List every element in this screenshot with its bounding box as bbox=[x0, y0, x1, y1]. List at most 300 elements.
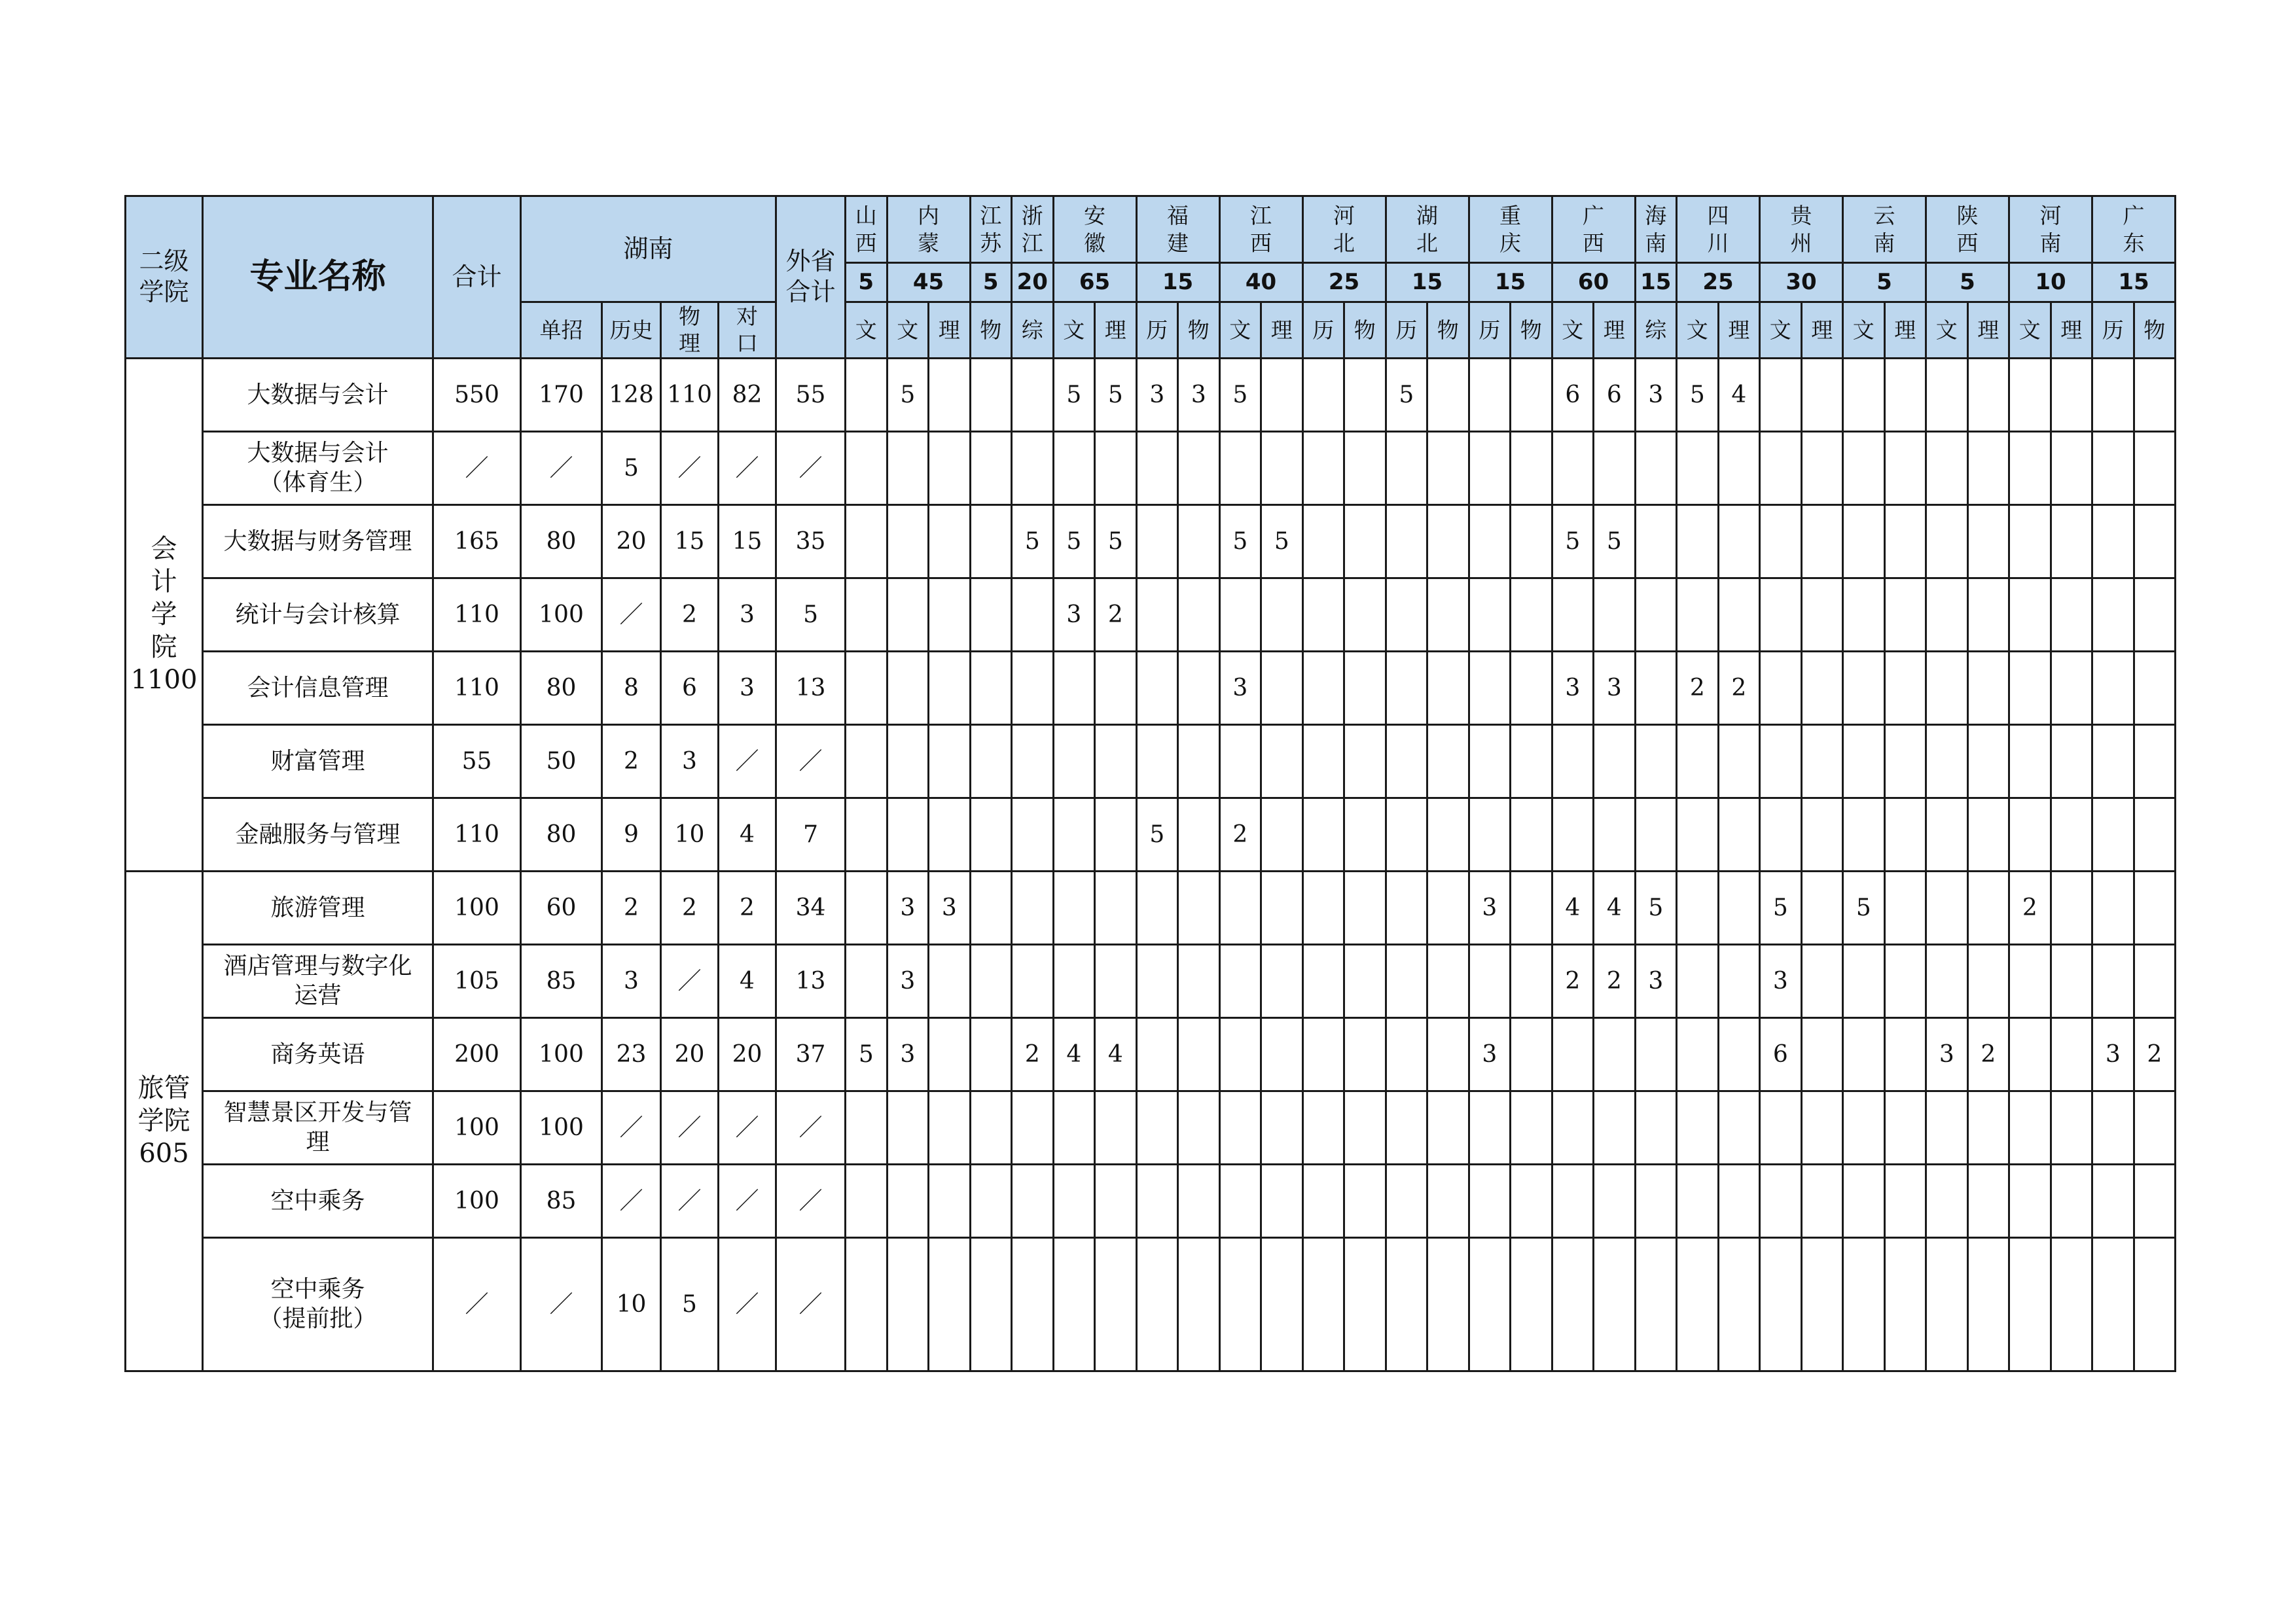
province-cell bbox=[1760, 358, 1802, 431]
province-cell bbox=[1801, 724, 1843, 798]
province-cell bbox=[846, 724, 888, 798]
province-cell bbox=[1801, 651, 1843, 724]
province-cell bbox=[2092, 431, 2134, 504]
major-total: ／ bbox=[433, 431, 521, 504]
province-cell bbox=[1594, 1237, 1636, 1371]
province-cell bbox=[1511, 504, 1552, 578]
province-cell bbox=[2092, 944, 2134, 1017]
province-cell bbox=[2134, 578, 2176, 651]
province-total: 45 bbox=[887, 263, 970, 302]
province-name: 陕 西 bbox=[1926, 196, 2009, 263]
major-total: ／ bbox=[433, 1237, 521, 1371]
province-cell bbox=[1095, 1164, 1137, 1237]
province-cell bbox=[1760, 431, 1802, 504]
province-cell bbox=[887, 1237, 929, 1371]
province-total: 15 bbox=[1469, 263, 1552, 302]
province-cell bbox=[1967, 724, 2009, 798]
province-cell bbox=[2134, 1237, 2176, 1371]
province-cell bbox=[1511, 1017, 1552, 1091]
province-cell bbox=[1718, 504, 1760, 578]
hunan-count: 8 bbox=[602, 651, 661, 724]
province-subject: 历 bbox=[1302, 302, 1344, 359]
province-cell bbox=[1677, 1237, 1719, 1371]
province-cell: 3 bbox=[1760, 944, 1802, 1017]
province-cell bbox=[1511, 651, 1552, 724]
province-cell bbox=[1469, 578, 1511, 651]
province-subject: 理 bbox=[1261, 302, 1303, 359]
province-cell bbox=[1843, 798, 1885, 871]
hunan-count: 128 bbox=[602, 358, 661, 431]
province-cell bbox=[1427, 1091, 1469, 1164]
province-cell bbox=[2009, 431, 2051, 504]
province-cell: 3 bbox=[887, 871, 929, 944]
province-cell bbox=[1053, 871, 1095, 944]
province-cell bbox=[1469, 431, 1511, 504]
province-cell bbox=[2009, 578, 2051, 651]
major-total: 100 bbox=[433, 871, 521, 944]
province-cell bbox=[1594, 798, 1636, 871]
province-cell: 2 bbox=[1012, 1017, 1054, 1091]
province-cell: 4 bbox=[1552, 871, 1594, 944]
province-cell bbox=[1136, 1164, 1178, 1237]
province-cell: 3 bbox=[1635, 944, 1677, 1017]
province-subject: 文 bbox=[887, 302, 929, 359]
hunan-count: 15 bbox=[719, 504, 776, 578]
province-cell bbox=[2134, 944, 2176, 1017]
province-cell bbox=[1884, 651, 1926, 724]
province-subject: 历 bbox=[1469, 302, 1511, 359]
province-cell: 5 bbox=[1219, 504, 1261, 578]
province-cell bbox=[929, 724, 971, 798]
province-cell bbox=[1095, 431, 1137, 504]
province-cell bbox=[2051, 578, 2092, 651]
province-cell bbox=[929, 578, 971, 651]
province-cell bbox=[1884, 1237, 1926, 1371]
province-cell bbox=[1801, 504, 1843, 578]
province-cell bbox=[1511, 798, 1552, 871]
province-cell: 3 bbox=[1635, 358, 1677, 431]
province-cell bbox=[1884, 358, 1926, 431]
province-cell: 3 bbox=[1136, 358, 1178, 431]
header-hunan: 湖南 bbox=[521, 196, 776, 302]
province-cell bbox=[970, 1237, 1012, 1371]
province-cell bbox=[1386, 871, 1427, 944]
province-cell bbox=[1677, 1091, 1719, 1164]
province-total: 10 bbox=[2009, 263, 2092, 302]
province-cell bbox=[2009, 1017, 2051, 1091]
province-total: 65 bbox=[1053, 263, 1136, 302]
outside-total: 37 bbox=[776, 1017, 846, 1091]
province-subject: 物 bbox=[1178, 302, 1220, 359]
province-cell bbox=[1469, 724, 1511, 798]
hunan-count: ／ bbox=[719, 1164, 776, 1237]
major-name: 大数据与财务管理 bbox=[203, 504, 433, 578]
province-cell bbox=[1552, 1164, 1594, 1237]
province-cell bbox=[1178, 431, 1220, 504]
province-cell: 2 bbox=[2134, 1017, 2176, 1091]
province-cell bbox=[2092, 1164, 2134, 1237]
province-cell bbox=[1386, 1164, 1427, 1237]
major-name: 大数据与会计 （体育生） bbox=[203, 431, 433, 504]
major-name: 智慧景区开发与管 理 bbox=[203, 1091, 433, 1164]
outside-total: 55 bbox=[776, 358, 846, 431]
province-cell: 3 bbox=[1469, 1017, 1511, 1091]
province-name: 河 南 bbox=[2009, 196, 2092, 263]
table-row bbox=[126, 431, 2176, 504]
province-cell bbox=[1219, 724, 1261, 798]
province-subject: 理 bbox=[2051, 302, 2092, 359]
province-cell bbox=[1967, 1091, 2009, 1164]
province-name: 云 南 bbox=[1843, 196, 1926, 263]
hunan-count: ／ bbox=[602, 578, 661, 651]
province-cell bbox=[1801, 944, 1843, 1017]
province-cell bbox=[1136, 1237, 1178, 1371]
major-name: 大数据与会计 bbox=[203, 358, 433, 431]
province-subject: 理 bbox=[1801, 302, 1843, 359]
province-cell bbox=[1926, 871, 1968, 944]
province-cell bbox=[1012, 1091, 1054, 1164]
province-cell: 2 bbox=[1219, 798, 1261, 871]
province-cell bbox=[1843, 431, 1885, 504]
province-cell bbox=[1884, 798, 1926, 871]
province-cell: 2 bbox=[1552, 944, 1594, 1017]
province-cell bbox=[1344, 651, 1386, 724]
province-total: 5 bbox=[846, 263, 888, 302]
province-cell bbox=[1967, 358, 2009, 431]
province-cell: 4 bbox=[1718, 358, 1760, 431]
province-cell bbox=[1344, 1091, 1386, 1164]
table-row bbox=[126, 724, 2176, 798]
hunan-count: 4 bbox=[719, 944, 776, 1017]
province-cell bbox=[1261, 1091, 1303, 1164]
province-cell bbox=[970, 504, 1012, 578]
province-cell bbox=[1469, 944, 1511, 1017]
province-cell bbox=[846, 944, 888, 1017]
province-cell bbox=[1677, 1164, 1719, 1237]
province-cell bbox=[1801, 798, 1843, 871]
province-cell bbox=[1843, 944, 1885, 1017]
province-cell bbox=[1469, 1164, 1511, 1237]
province-cell bbox=[1843, 724, 1885, 798]
province-name: 安 徽 bbox=[1053, 196, 1136, 263]
province-cell bbox=[1302, 724, 1344, 798]
province-cell bbox=[1884, 871, 1926, 944]
province-cell: 5 bbox=[1261, 504, 1303, 578]
province-cell bbox=[2134, 651, 2176, 724]
outside-total: ／ bbox=[776, 1164, 846, 1237]
province-cell bbox=[1677, 578, 1719, 651]
province-cell bbox=[1261, 431, 1303, 504]
province-cell bbox=[1302, 651, 1344, 724]
province-cell bbox=[1594, 1164, 1636, 1237]
province-cell bbox=[1967, 871, 2009, 944]
major-total: 550 bbox=[433, 358, 521, 431]
province-cell bbox=[1178, 944, 1220, 1017]
province-name: 重 庆 bbox=[1469, 196, 1552, 263]
province-cell bbox=[1511, 358, 1552, 431]
province-cell: 5 bbox=[1635, 871, 1677, 944]
province-cell bbox=[2051, 798, 2092, 871]
hunan-count: 80 bbox=[521, 651, 602, 724]
province-cell: 2 bbox=[1677, 651, 1719, 724]
province-cell bbox=[1884, 944, 1926, 1017]
hunan-count: ／ bbox=[661, 944, 719, 1017]
province-cell bbox=[929, 1017, 971, 1091]
province-cell bbox=[1302, 358, 1344, 431]
province-cell bbox=[1427, 1164, 1469, 1237]
province-cell bbox=[1801, 1164, 1843, 1237]
province-cell bbox=[1760, 724, 1802, 798]
province-cell bbox=[1843, 1164, 1885, 1237]
province-cell bbox=[1136, 431, 1178, 504]
province-cell: 5 bbox=[1053, 504, 1095, 578]
province-cell bbox=[1386, 1237, 1427, 1371]
hunan-count: 2 bbox=[602, 724, 661, 798]
header-total: 合计 bbox=[433, 196, 521, 359]
province-cell bbox=[2051, 1164, 2092, 1237]
province-cell bbox=[1967, 431, 2009, 504]
province-subject: 历 bbox=[1136, 302, 1178, 359]
province-cell bbox=[1302, 1237, 1344, 1371]
province-cell bbox=[846, 1164, 888, 1237]
header-college: 二级 学院 bbox=[126, 196, 203, 359]
province-cell bbox=[1884, 578, 1926, 651]
province-cell bbox=[846, 1091, 888, 1164]
table-row bbox=[126, 944, 2176, 1017]
province-cell bbox=[1095, 871, 1137, 944]
province-cell bbox=[2051, 431, 2092, 504]
province-cell bbox=[1136, 504, 1178, 578]
province-cell bbox=[1926, 1164, 1968, 1237]
province-cell bbox=[1718, 798, 1760, 871]
outside-total: 35 bbox=[776, 504, 846, 578]
province-cell: 4 bbox=[1594, 871, 1636, 944]
enrollment-plan-table bbox=[124, 195, 2176, 1372]
province-cell bbox=[1178, 871, 1220, 944]
province-cell bbox=[1386, 431, 1427, 504]
province-cell bbox=[1677, 504, 1719, 578]
province-cell bbox=[887, 724, 929, 798]
province-cell bbox=[1344, 431, 1386, 504]
province-cell bbox=[1801, 1017, 1843, 1091]
hunan-count: 100 bbox=[521, 578, 602, 651]
province-cell bbox=[1136, 578, 1178, 651]
province-cell bbox=[1884, 431, 1926, 504]
province-cell bbox=[1718, 578, 1760, 651]
outside-total: 13 bbox=[776, 944, 846, 1017]
hunan-count: 10 bbox=[661, 798, 719, 871]
hunan-count: ／ bbox=[719, 1091, 776, 1164]
province-cell bbox=[1427, 578, 1469, 651]
province-cell bbox=[1095, 944, 1137, 1017]
province-cell bbox=[1261, 1017, 1303, 1091]
province-cell bbox=[1427, 431, 1469, 504]
province-name: 浙 江 bbox=[1012, 196, 1054, 263]
major-name: 财富管理 bbox=[203, 724, 433, 798]
province-cell bbox=[1594, 1017, 1636, 1091]
province-name: 湖 北 bbox=[1386, 196, 1469, 263]
major-total: 105 bbox=[433, 944, 521, 1017]
province-cell bbox=[1511, 578, 1552, 651]
province-cell bbox=[1053, 944, 1095, 1017]
province-cell bbox=[1178, 1237, 1220, 1371]
hunan-count: ／ bbox=[661, 1091, 719, 1164]
province-cell bbox=[1635, 798, 1677, 871]
province-cell bbox=[1635, 651, 1677, 724]
hunan-count: 100 bbox=[521, 1017, 602, 1091]
province-cell bbox=[1427, 724, 1469, 798]
hunan-count: 5 bbox=[602, 431, 661, 504]
province-cell bbox=[970, 358, 1012, 431]
province-cell bbox=[1884, 724, 1926, 798]
province-name: 河 北 bbox=[1302, 196, 1386, 263]
province-cell bbox=[1427, 1237, 1469, 1371]
province-cell bbox=[1053, 651, 1095, 724]
province-cell bbox=[1012, 1237, 1054, 1371]
province-total: 20 bbox=[1012, 263, 1054, 302]
province-cell bbox=[1261, 651, 1303, 724]
province-cell bbox=[1926, 1091, 1968, 1164]
province-subject: 历 bbox=[1386, 302, 1427, 359]
province-cell bbox=[2009, 798, 2051, 871]
province-subject: 文 bbox=[1677, 302, 1719, 359]
province-subject: 理 bbox=[1967, 302, 2009, 359]
province-cell bbox=[929, 504, 971, 578]
province-cell bbox=[1053, 1091, 1095, 1164]
province-cell bbox=[2134, 431, 2176, 504]
province-cell bbox=[1012, 578, 1054, 651]
province-cell bbox=[1677, 724, 1719, 798]
table-row bbox=[126, 1091, 2176, 1164]
province-cell bbox=[1012, 871, 1054, 944]
hunan-count: 2 bbox=[602, 871, 661, 944]
hunan-count: 3 bbox=[602, 944, 661, 1017]
province-cell bbox=[1219, 871, 1261, 944]
province-cell bbox=[1511, 944, 1552, 1017]
province-cell bbox=[1136, 1091, 1178, 1164]
hunan-count: 3 bbox=[719, 651, 776, 724]
outside-total: ／ bbox=[776, 1237, 846, 1371]
table-row bbox=[126, 798, 2176, 871]
province-subject: 文 bbox=[846, 302, 888, 359]
province-cell bbox=[1344, 504, 1386, 578]
province-cell bbox=[1843, 1091, 1885, 1164]
major-total: 165 bbox=[433, 504, 521, 578]
province-subject: 文 bbox=[1053, 302, 1095, 359]
province-cell: 3 bbox=[1178, 358, 1220, 431]
province-cell bbox=[1801, 358, 1843, 431]
province-cell bbox=[929, 944, 971, 1017]
province-cell bbox=[1801, 578, 1843, 651]
table-row bbox=[126, 1017, 2176, 1091]
province-cell bbox=[1511, 1164, 1552, 1237]
province-subject: 理 bbox=[929, 302, 971, 359]
province-cell bbox=[1635, 724, 1677, 798]
province-cell bbox=[1219, 944, 1261, 1017]
province-subject: 综 bbox=[1635, 302, 1677, 359]
province-cell bbox=[1344, 1164, 1386, 1237]
province-cell bbox=[2051, 504, 2092, 578]
major-name: 会计信息管理 bbox=[203, 651, 433, 724]
province-cell bbox=[2092, 504, 2134, 578]
province-cell bbox=[1760, 504, 1802, 578]
province-cell bbox=[1967, 1237, 2009, 1371]
province-cell bbox=[1801, 431, 1843, 504]
province-cell bbox=[1427, 651, 1469, 724]
province-cell bbox=[2009, 1164, 2051, 1237]
province-cell bbox=[1718, 1237, 1760, 1371]
province-cell bbox=[1095, 1091, 1137, 1164]
province-cell bbox=[1012, 724, 1054, 798]
province-cell: 3 bbox=[929, 871, 971, 944]
college-name: 会 计 学 院 1100 bbox=[126, 358, 203, 871]
province-cell bbox=[2134, 1164, 2176, 1237]
province-cell bbox=[970, 871, 1012, 944]
province-cell bbox=[1843, 1017, 1885, 1091]
province-cell bbox=[2134, 358, 2176, 431]
outside-total: 13 bbox=[776, 651, 846, 724]
hunan-count: 3 bbox=[719, 578, 776, 651]
province-cell bbox=[1219, 578, 1261, 651]
province-cell bbox=[929, 798, 971, 871]
province-cell bbox=[1967, 944, 2009, 1017]
province-cell bbox=[1219, 1237, 1261, 1371]
province-cell bbox=[1095, 724, 1137, 798]
hunan-count: ／ bbox=[521, 431, 602, 504]
table-row bbox=[126, 1164, 2176, 1237]
outside-total: 34 bbox=[776, 871, 846, 944]
province-cell bbox=[1261, 1164, 1303, 1237]
province-name: 山 西 bbox=[846, 196, 888, 263]
province-cell bbox=[1760, 1091, 1802, 1164]
province-cell bbox=[1635, 431, 1677, 504]
province-cell bbox=[1926, 798, 1968, 871]
province-cell bbox=[1926, 1237, 1968, 1371]
province-cell bbox=[2009, 358, 2051, 431]
hunan-count: ／ bbox=[602, 1091, 661, 1164]
province-cell bbox=[1178, 651, 1220, 724]
province-cell bbox=[1511, 431, 1552, 504]
hunan-count: ／ bbox=[521, 1237, 602, 1371]
province-subject: 理 bbox=[1095, 302, 1137, 359]
province-cell: 5 bbox=[1843, 871, 1885, 944]
province-cell bbox=[1635, 1017, 1677, 1091]
province-cell: 3 bbox=[887, 944, 929, 1017]
province-cell bbox=[1344, 358, 1386, 431]
province-cell bbox=[1469, 1091, 1511, 1164]
province-cell bbox=[1843, 358, 1885, 431]
province-cell bbox=[1635, 504, 1677, 578]
province-total: 25 bbox=[1302, 263, 1386, 302]
hunan-count: 110 bbox=[661, 358, 719, 431]
province-cell bbox=[2092, 1237, 2134, 1371]
province-cell bbox=[929, 1091, 971, 1164]
province-cell bbox=[1677, 1017, 1719, 1091]
province-cell bbox=[2051, 358, 2092, 431]
province-cell bbox=[2092, 358, 2134, 431]
province-cell bbox=[1427, 504, 1469, 578]
province-cell bbox=[970, 431, 1012, 504]
province-cell: 3 bbox=[1469, 871, 1511, 944]
table-row bbox=[126, 871, 2176, 944]
province-cell bbox=[1344, 1237, 1386, 1371]
table-row bbox=[126, 651, 2176, 724]
province-cell bbox=[1136, 724, 1178, 798]
province-subject: 文 bbox=[1843, 302, 1885, 359]
province-cell: 5 bbox=[1760, 871, 1802, 944]
province-cell bbox=[1302, 1164, 1344, 1237]
province-cell bbox=[846, 578, 888, 651]
